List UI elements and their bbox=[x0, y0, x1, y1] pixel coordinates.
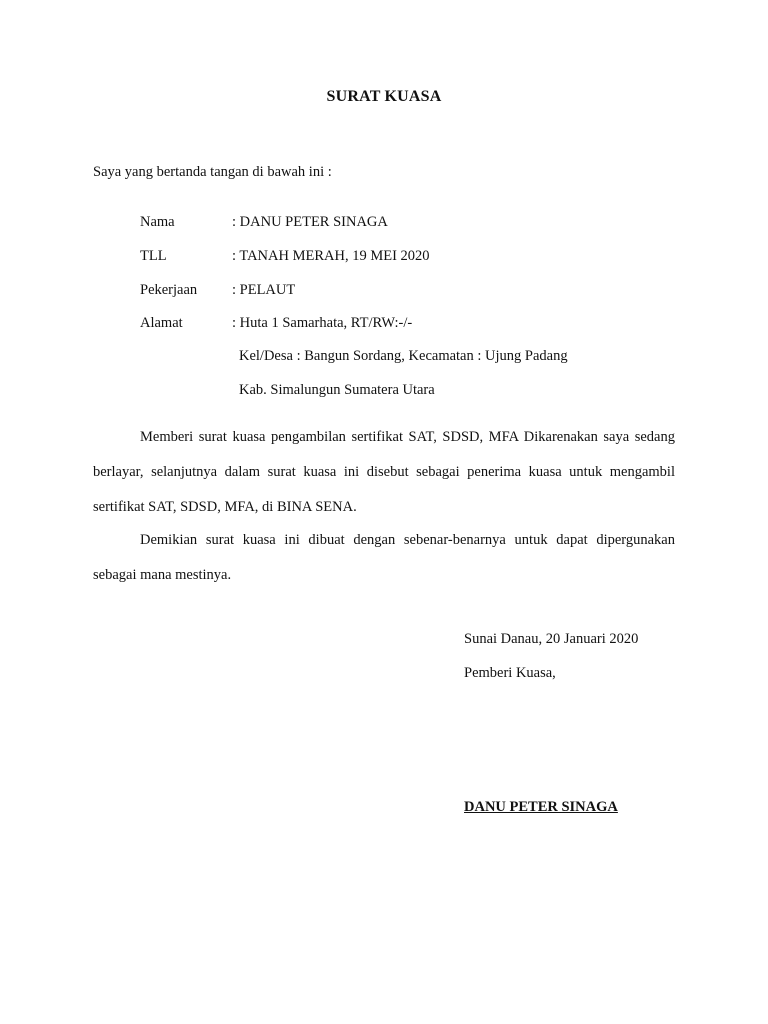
document-title: SURAT KUASA bbox=[326, 88, 442, 105]
address-line-kelurahan: Kel/Desa : Bangun Sordang, Kecamatan : Ujung Padang bbox=[239, 348, 568, 364]
address-line-kabupaten: Kab. Simalungun Sumatera Utara bbox=[239, 382, 435, 398]
field-value: : TANAH MERAH, 19 MEI 2020 bbox=[232, 248, 430, 264]
grantor-label: Pemberi Kuasa, bbox=[464, 665, 556, 681]
place-date: Sunai Danau, 20 Januari 2020 bbox=[464, 631, 639, 647]
paragraph-text: Memberi surat kuasa pengambilan sertifikat SAT, SDSD, MFA Dikarenakan saya sedang berlayar, selanjutnya dalam surat kuasa ini disebut sebagai penerima kuasa untuk mengambil sertifikat SAT, SDSD, MFA, di BINA SENA. bbox=[93, 429, 675, 515]
field-label: Nama bbox=[140, 214, 175, 230]
body-paragraph-1 bbox=[93, 420, 675, 525]
field-value: : PELAUT bbox=[232, 282, 296, 298]
field-label: Pekerjaan bbox=[140, 282, 198, 298]
field-label: Alamat bbox=[140, 315, 183, 331]
paragraph-text: Demikian surat kuasa ini dibuat dengan sebenar-benarnya untuk dapat dipergunakan sebagai mana mestinya. bbox=[93, 532, 675, 583]
field-label: TLL bbox=[140, 248, 167, 264]
signer-name: DANU PETER SINAGA bbox=[464, 799, 618, 815]
field-value: : DANU PETER SINAGA bbox=[232, 214, 388, 230]
intro-text: Saya yang bertanda tangan di bawah ini : bbox=[93, 164, 332, 180]
body-paragraph-2 bbox=[93, 523, 675, 593]
field-value: : Huta 1 Samarhata, RT/RW:-/- bbox=[232, 315, 413, 331]
